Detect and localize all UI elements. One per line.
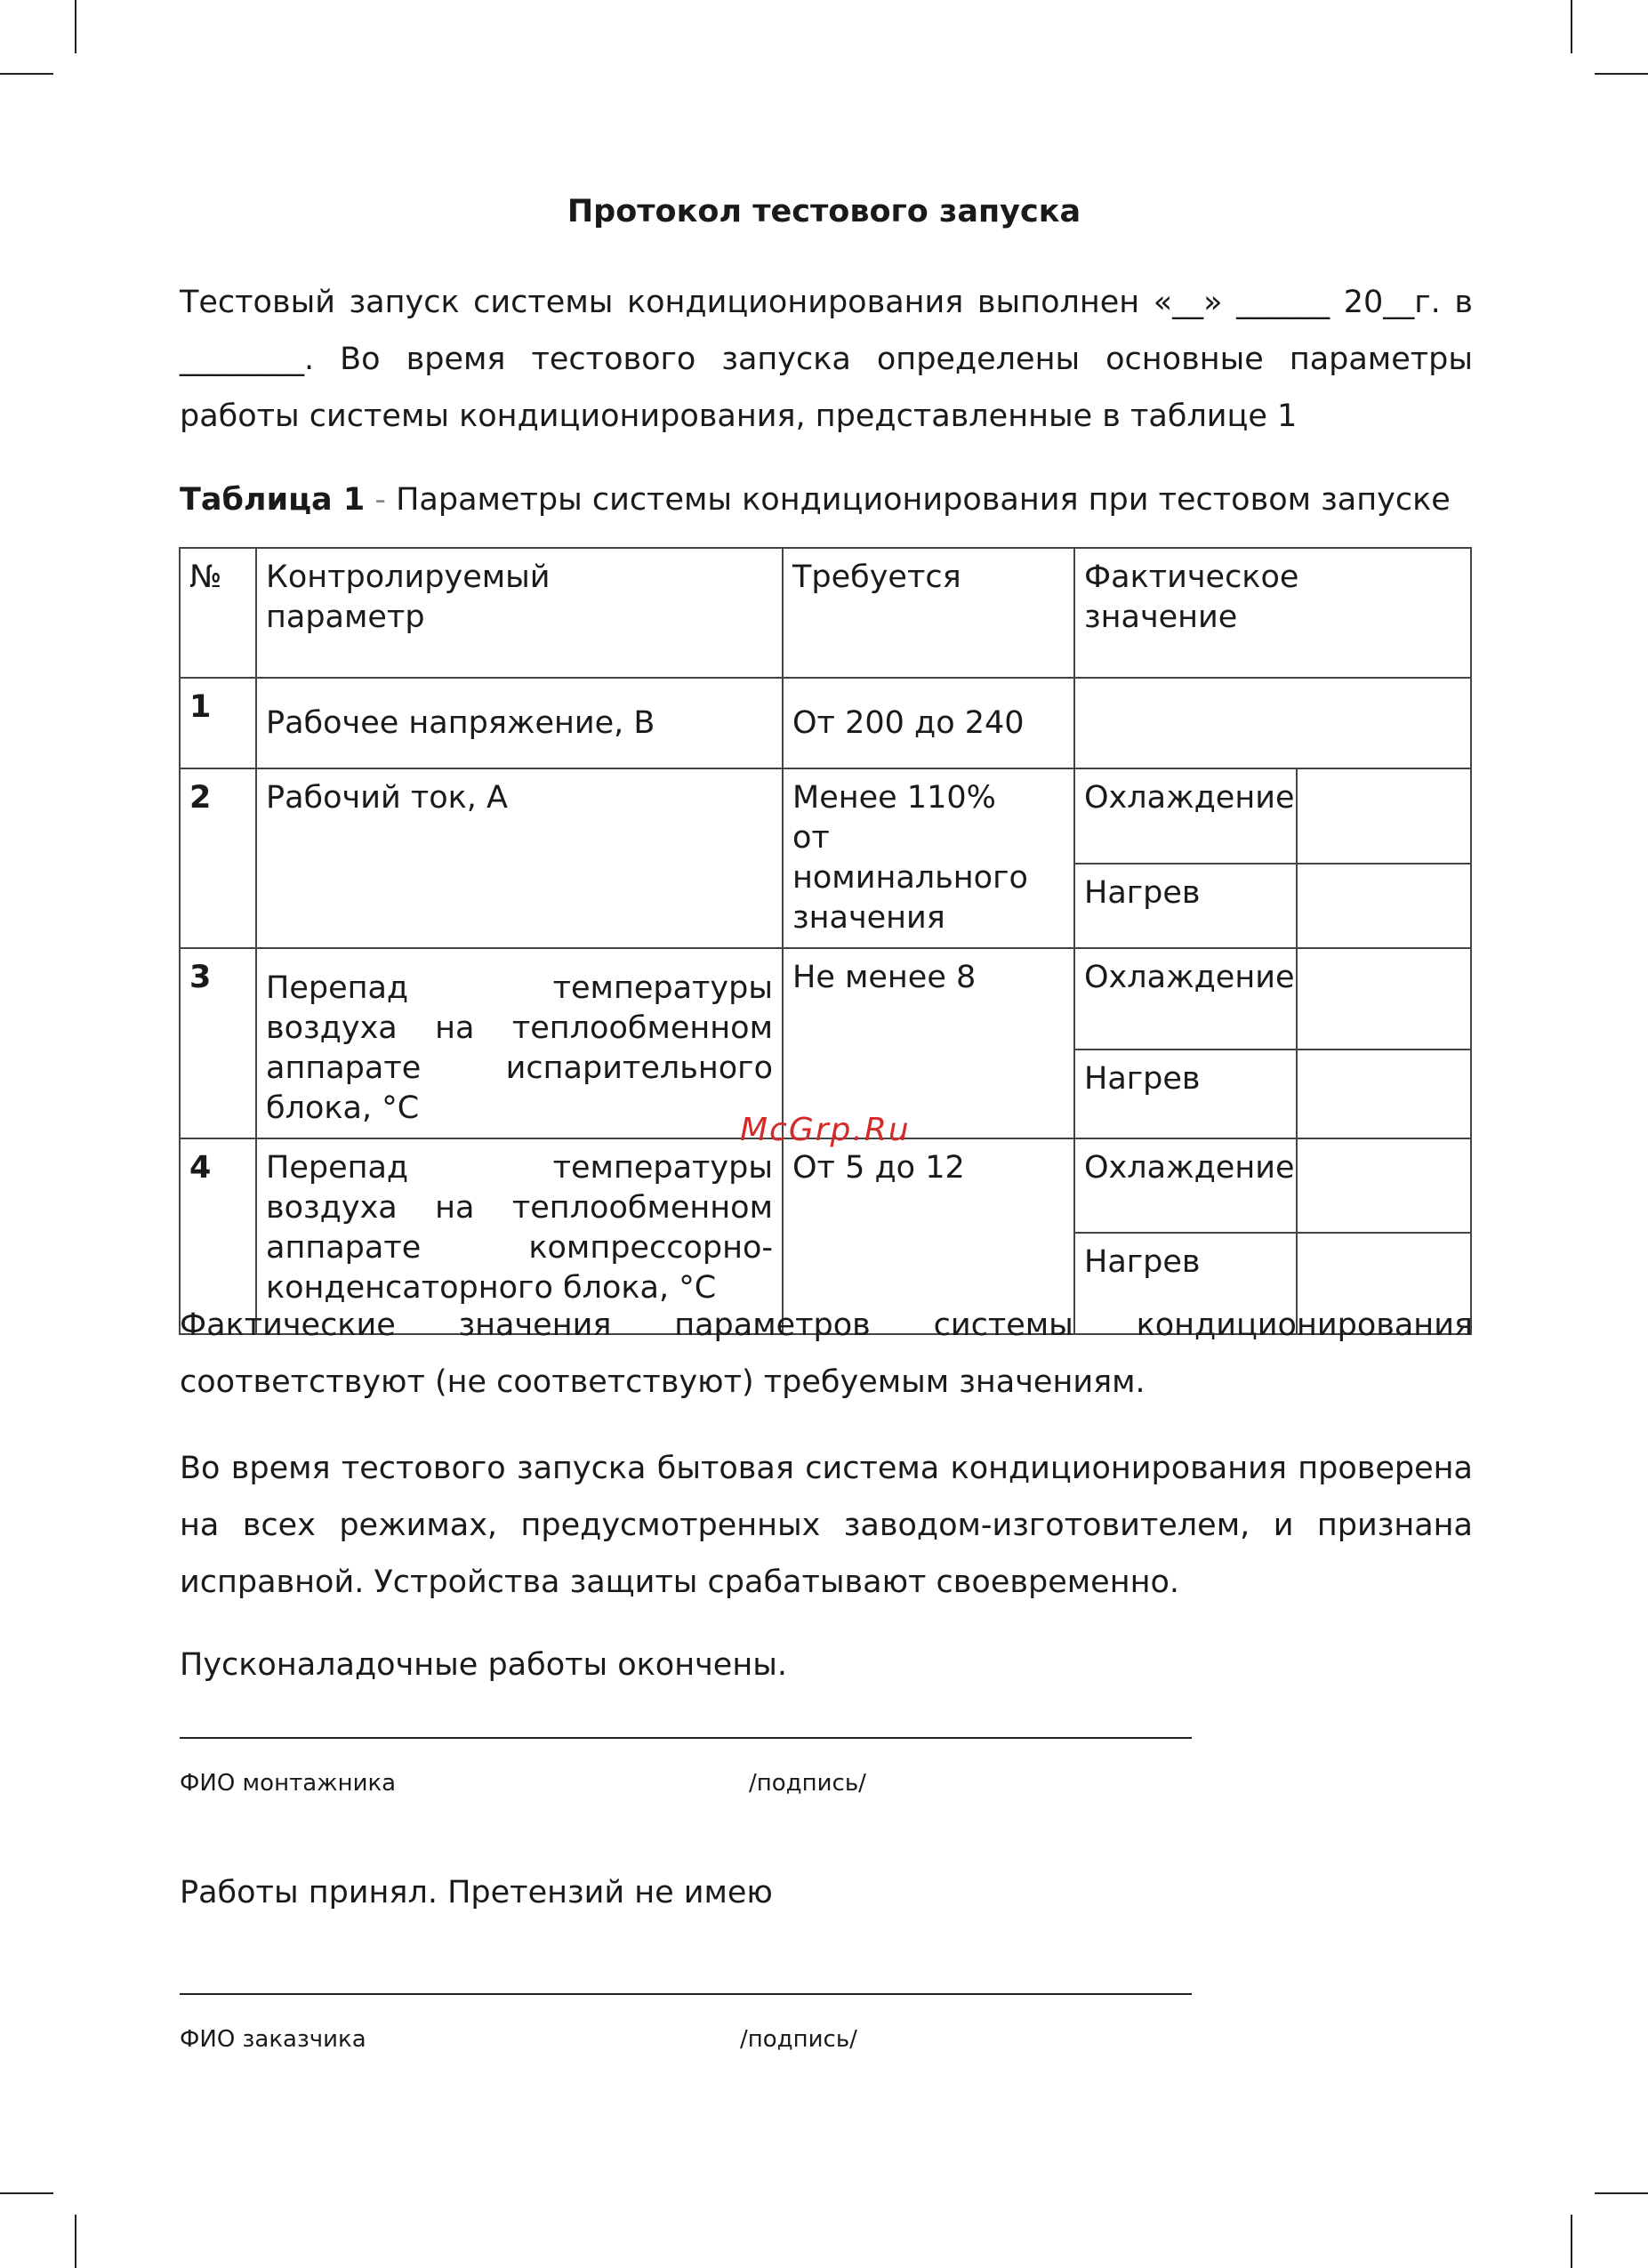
- row-required: От 5 до 12: [783, 1138, 1074, 1334]
- row-mode-heating: Нагрев: [1074, 1050, 1297, 1138]
- crop-mark: [0, 73, 53, 75]
- row-actual-value: [1074, 678, 1471, 768]
- table-row: [180, 948, 1471, 1050]
- row-parameter: Рабочее напряжение, В: [256, 678, 783, 768]
- row-mode-cooling: Охлаждение: [1074, 1138, 1297, 1233]
- page-title: Протокол тестового запуска: [567, 194, 1081, 229]
- crop-mark: [1595, 73, 1648, 75]
- crop-mark: [1595, 2192, 1648, 2194]
- row-number: 3: [180, 948, 256, 1138]
- crop-mark: [0, 2192, 53, 2194]
- header-required: Требуется: [783, 548, 1074, 678]
- installer-name-label: ФИО монтажника: [180, 1770, 397, 1797]
- row-actual-value: [1297, 1138, 1471, 1233]
- table-caption-dash: -: [365, 482, 397, 518]
- row-mode-cooling: Охлаждение: [1074, 948, 1297, 1050]
- installer-signature-label: /подпись/: [749, 1770, 866, 1797]
- row-required: Не менее 8: [783, 948, 1074, 1138]
- customer-signature-label: /подпись/: [740, 2026, 857, 2053]
- header-number: №: [180, 548, 256, 678]
- row-mode-cooling: Охлаждение: [1074, 768, 1297, 864]
- table-caption: [180, 477, 1451, 523]
- row-parameter: Перепад температуры воздуха на теплообменном аппарате испарительного блока, °С: [256, 948, 783, 1138]
- row-required: Менее 110% от номинального значения: [783, 768, 1074, 948]
- row-actual-value: [1297, 948, 1471, 1050]
- row-number: 4: [180, 1138, 256, 1334]
- intro-paragraph: Тестовый запуск системы кондиционирования выполнен «__» ______ 20__г. в ________. Во время тестового запуска определены основные параметры работы системы кондиционирования, представленные в таблице 1: [180, 285, 1473, 434]
- row-parameter: Рабочий ток, А: [256, 768, 783, 948]
- row-parameter: Перепад температуры воздуха на теплообменном аппарате компрессорно-конденсаторного блока, °С: [256, 1138, 783, 1334]
- customer-signature-line: [180, 1993, 1192, 1995]
- table-caption-text: Параметры системы кондиционирования при тестовом запуске: [396, 482, 1451, 518]
- crop-mark: [1571, 2215, 1572, 2268]
- table-row: [180, 678, 1471, 768]
- table-header-row: [180, 548, 1471, 678]
- row-actual-value: [1297, 1050, 1471, 1138]
- accepted-text: Работы принял. Претензий не имею: [180, 1875, 773, 1910]
- table-row: [180, 1138, 1471, 1233]
- finished-text: Пусконаладочные работы окончены.: [180, 1647, 787, 1683]
- row-required: От 200 до 240: [783, 678, 1074, 768]
- table-row: [180, 768, 1471, 864]
- row-mode-heating: Нагрев: [1074, 864, 1297, 948]
- check-paragraph: Во время тестового запуска бытовая система кондиционирования проверена на всех режимах, предусмотренных заводом-изготовителем, и признана исправной. Устройства защиты срабатывают своевременно.: [180, 1451, 1473, 1600]
- header-parameter: Контролируемый параметр: [256, 548, 783, 678]
- row-mode-heating: Нагрев: [1074, 1233, 1297, 1334]
- row-number: 2: [180, 768, 256, 948]
- row-number: 1: [180, 678, 256, 768]
- conclusion-paragraph: Фактические значения параметров системы кондиционирования соответствуют (не соответствуют) требуемым значениям.: [180, 1307, 1473, 1400]
- parameters-table: [179, 547, 1472, 1335]
- crop-mark: [75, 2215, 76, 2268]
- installer-signature-line: [180, 1737, 1192, 1739]
- crop-mark: [75, 0, 76, 53]
- table-caption-number: Таблица 1: [180, 482, 366, 518]
- customer-name-label: ФИО заказчика: [180, 2026, 366, 2053]
- row-actual-value: [1297, 768, 1471, 864]
- header-actual: Фактическое значение: [1074, 548, 1471, 678]
- watermark: McGrp.Ru: [740, 1112, 911, 1148]
- crop-mark: [1571, 0, 1572, 53]
- row-actual-value: [1297, 864, 1471, 948]
